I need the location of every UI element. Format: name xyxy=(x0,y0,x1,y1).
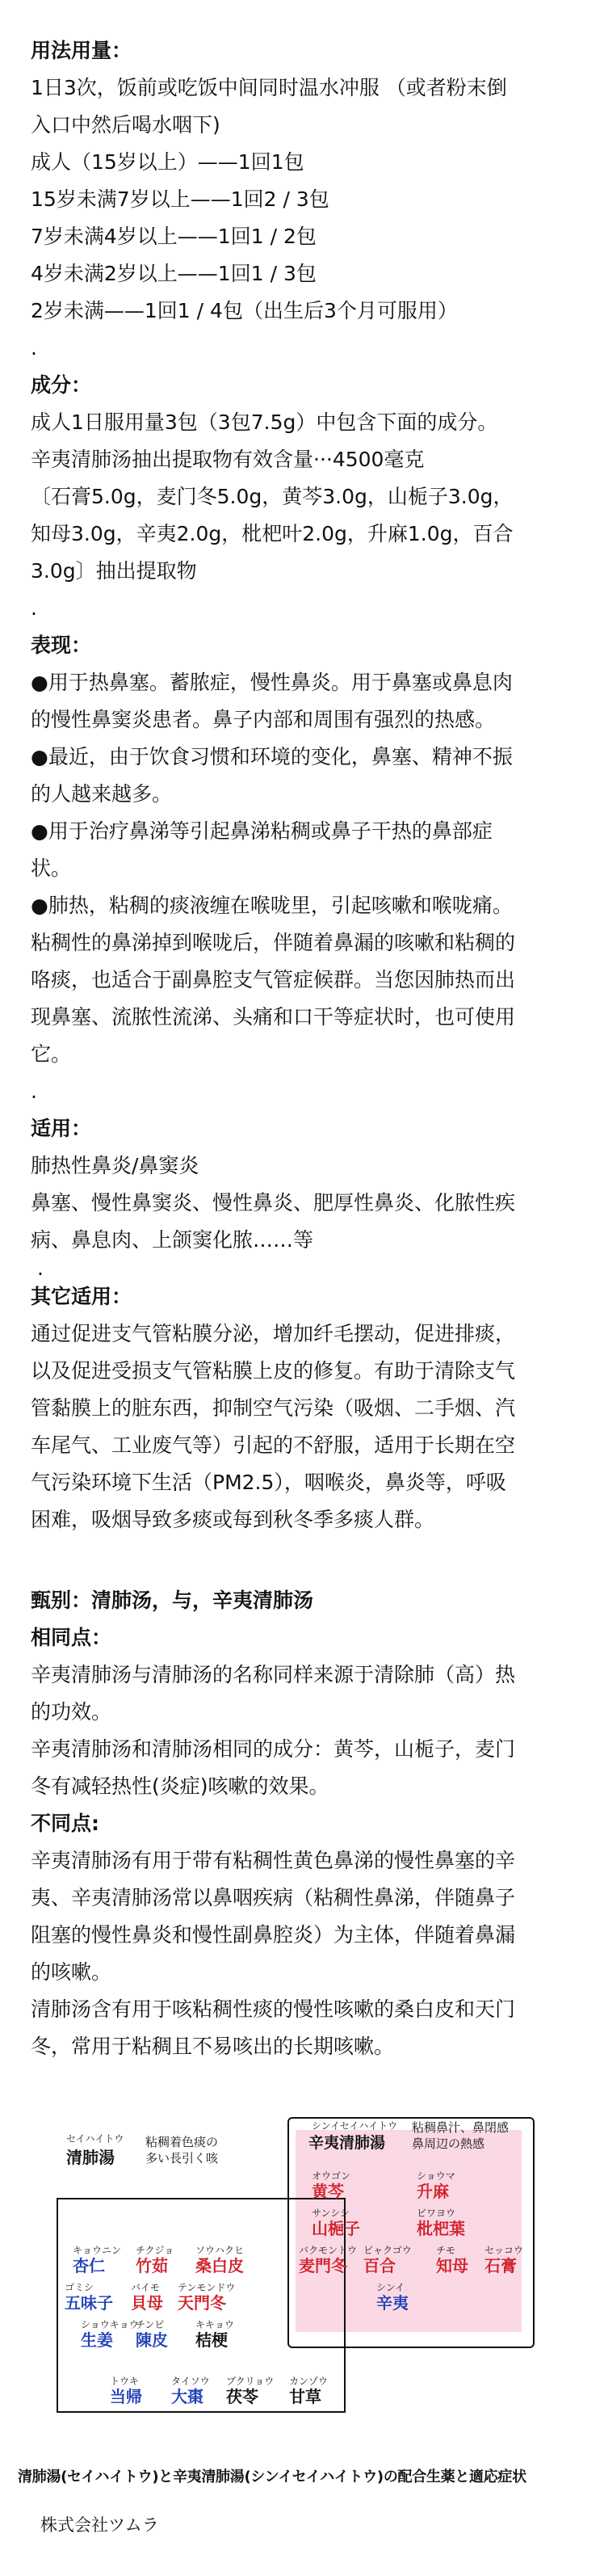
right-desc: 鼻周辺の熱感 xyxy=(412,2136,485,2151)
usage-line: 7岁未满4岁以上——1回1 / 2包 xyxy=(31,225,317,248)
symptoms-heading: 表现： xyxy=(31,633,92,657)
herb-kana: トウキ xyxy=(110,2376,140,2387)
usage-line: 1日3次，饭前或吃饭中间同时温水冲服 （或者粉末倒 xyxy=(31,76,507,99)
herb-kana: バクモントウ xyxy=(299,2245,358,2256)
herb-kana: チモ xyxy=(436,2245,456,2256)
herb-kana: ソウハクヒ xyxy=(195,2245,245,2256)
left-title-kana: セイハイトウ xyxy=(66,2133,124,2145)
left-desc: 多い長引く咳 xyxy=(145,2151,219,2166)
symptoms-line: 的人越来越多。 xyxy=(31,782,173,806)
herb-kana: タイソウ xyxy=(171,2376,210,2387)
left-title: 清肺湯 xyxy=(66,2148,115,2167)
symptoms-line: 粘稠性的鼻涕掉到喉咙后，伴随着鼻漏的咳嗽和粘稠的 xyxy=(31,931,516,954)
herb-kana: テンモンドウ xyxy=(178,2282,236,2293)
herb-name: 枇杷葉 xyxy=(417,2219,465,2238)
herb-name: 麦門冬 xyxy=(299,2256,347,2275)
other-line: 气污染环境下生活（PM2.5），咽喉炎，鼻炎等，呼吸 xyxy=(31,1471,506,1494)
symptoms-line: ●最近，由于饮食习惯和环境的变化，鼻塞、精神不振 xyxy=(31,745,513,768)
herb-diagram xyxy=(57,2117,573,2456)
herb-name: 石膏 xyxy=(484,2256,517,2275)
applicable-line: 鼻塞、慢性鼻窦炎、慢性鼻炎、肥厚性鼻炎、化脓性疾 xyxy=(31,1191,516,1214)
other-line: 通过促进支气管粘膜分泌，增加纤毛摆动，促进排痰， xyxy=(31,1322,516,1345)
diff-line: 冬，常用于粘稠且不易咳出的长期咳嗽。 xyxy=(31,2035,395,2058)
ingredients-line: 〔石膏5.0g，麦门冬5.0g，黄芩3.0g，山栀子3.0g， xyxy=(31,485,514,508)
diagram-decoration xyxy=(57,2117,65,2125)
other-line: 困难，吸烟导致多痰或每到秋冬季多痰人群。 xyxy=(31,1508,435,1531)
herb-kana: ビワヨウ xyxy=(417,2208,456,2219)
left-desc: 粘稠着色痰の xyxy=(145,2135,219,2149)
ingredients-line: 知母3.0g，辛夷2.0g，枇杷叶2.0g，升麻1.0g，百合 xyxy=(31,522,514,545)
same-line: 冬有减轻热性(炎症)咳嗽的效果。 xyxy=(31,1774,329,1798)
diagram-caption: 清肺湯(セイハイトウ)と辛夷清肺湯(シンイセイハイトウ)の配合生薬と適応症状 xyxy=(18,2469,526,2486)
herb-name: 貝母 xyxy=(131,2293,163,2313)
herb-name: 山梔子 xyxy=(312,2219,360,2238)
same-line: 辛夷清肺汤与清肺汤的名称同样来源于清除肺（高）热 xyxy=(31,1663,516,1686)
right-desc: 粘稠鼻汁、鼻閉感 xyxy=(412,2120,510,2135)
herb-name: 生姜 xyxy=(81,2330,113,2350)
other-line: 管黏膜上的脏东西，抑制空气污染（吸烟、二手烟、汽 xyxy=(31,1396,516,1420)
herb-kana: キョウニン xyxy=(73,2245,122,2256)
separator-dot: . xyxy=(31,1080,37,1103)
herb-kana: シンイ xyxy=(376,2282,405,2293)
herb-name: 陳皮 xyxy=(136,2330,168,2350)
diff-line: 清肺汤含有用于咳粘稠性痰的慢性咳嗽的桑白皮和天门 xyxy=(31,1997,516,2021)
compare-heading: 甄别：清肺汤，与，辛夷清肺汤 xyxy=(31,1589,314,1612)
separator-dot: . xyxy=(31,336,37,360)
usage-heading: 用法用量： xyxy=(31,39,132,62)
same-line: 的功效。 xyxy=(31,1700,112,1724)
same-heading: 相同点： xyxy=(31,1626,112,1649)
herb-kana: ビャクゴウ xyxy=(363,2245,412,2256)
ingredients-line: 成人1日服用量3包（3包7.5g）中包含下面的成分。 xyxy=(31,410,498,434)
other-heading: 其它适用： xyxy=(31,1285,132,1308)
herb-kana: ブクリョウ xyxy=(226,2376,275,2387)
herb-name: 五味子 xyxy=(65,2293,113,2313)
symptoms-line: 的慢性鼻窦炎患者。鼻子内部和周围有强烈的热感。 xyxy=(31,708,496,731)
document-body xyxy=(31,32,577,2065)
symptoms-line: 状。 xyxy=(31,857,72,880)
same-line: 辛夷清肺汤和清肺汤相同的成分：黄芩，山栀子，麦门 xyxy=(31,1737,516,1761)
ingredients-line: 3.0g〕抽出提取物 xyxy=(31,559,197,583)
herb-name: 知母 xyxy=(436,2256,468,2275)
separator-dot: . xyxy=(31,596,37,620)
symptoms-line: ●用于热鼻塞。蓄脓症，慢性鼻炎。用于鼻塞或鼻息肉 xyxy=(31,671,513,694)
usage-line: 4岁未满2岁以上——1回1 / 3包 xyxy=(31,262,317,285)
herb-name: 大棗 xyxy=(171,2387,203,2406)
herb-name: 升麻 xyxy=(417,2182,449,2201)
symptoms-line: 咯痰，也适合于副鼻腔支气管症候群。当您因肺热而出 xyxy=(31,968,516,991)
herb-name: 当帰 xyxy=(110,2387,142,2406)
herb-kana: チンピ xyxy=(136,2319,165,2330)
separator-dot: . xyxy=(37,1256,44,1280)
herb-name: 辛夷 xyxy=(376,2293,409,2313)
herb-name: 茯苓 xyxy=(226,2387,258,2406)
other-line: 以及促进受损支气管粘膜上皮的修复。有助于清除支气 xyxy=(31,1359,516,1383)
usage-line: 15岁未满7岁以上——1回2 / 3包 xyxy=(31,187,329,211)
herb-kana: サンシシ xyxy=(312,2208,350,2219)
herb-name: 百合 xyxy=(363,2256,396,2275)
applicable-line: 病、鼻息肉、上颌窦化脓……等 xyxy=(31,1228,314,1252)
herb-kana: ショウキョウ xyxy=(81,2319,139,2330)
other-line: 车尾气、工业废气等）引起的不舒服，适用于长期在空 xyxy=(31,1433,516,1457)
right-title: 辛夷清肺湯 xyxy=(308,2134,386,2152)
herb-kana: ショウマ xyxy=(417,2170,455,2182)
herb-kana: セッコウ xyxy=(484,2245,524,2256)
herb-kana: オウゴン xyxy=(312,2170,351,2182)
diff-line: 阻塞的慢性鼻炎和慢性副鼻腔炎）为主体，伴随着鼻漏 xyxy=(31,1923,516,1947)
herb-name: 甘草 xyxy=(289,2387,321,2406)
usage-line: 成人（15岁以上）——1回1包 xyxy=(31,150,304,174)
herb-name: 天門冬 xyxy=(178,2293,226,2313)
right-title-kana: シンイセイハイトウ xyxy=(312,2120,398,2132)
diff-line: 的咳嗽。 xyxy=(31,1960,112,1984)
company-name: 株式会社ツムラ xyxy=(40,2515,159,2535)
diff-line: 辛夷清肺汤有用于带有粘稠性黄色鼻涕的慢性鼻塞的辛 xyxy=(31,1849,516,1872)
herb-name: 桑白皮 xyxy=(195,2256,244,2275)
herb-kana: チクジョ xyxy=(136,2245,174,2256)
diff-heading: 不同点: xyxy=(31,1812,99,1835)
usage-line: 2岁未满——1回1 / 4包（出生后3个月可服用） xyxy=(31,299,458,322)
herb-kana: バイモ xyxy=(131,2282,161,2293)
herb-name: 竹茹 xyxy=(136,2256,168,2275)
usage-line: 入口中然后喝水咽下) xyxy=(31,113,220,137)
applicable-line: 肺热性鼻炎/鼻窦炎 xyxy=(31,1154,199,1177)
herb-name: 黄芩 xyxy=(312,2182,344,2201)
herb-kana: カンゾウ xyxy=(289,2376,329,2387)
ingredients-line: 辛夷清肺汤抽出提取物有效含量···4500毫克 xyxy=(31,448,425,471)
diff-line: 夷、辛夷清肺汤常以鼻咽疾病（粘稠性鼻涕，伴随鼻子 xyxy=(31,1886,516,1909)
symptoms-line: 现鼻塞、流脓性流涕、头痛和口干等症状时，也可使用 xyxy=(31,1005,516,1029)
herb-name: 桔梗 xyxy=(195,2330,228,2350)
symptoms-line: 它。 xyxy=(31,1042,72,1066)
herb-kana: キキョウ xyxy=(195,2319,235,2330)
herb-kana: ゴミシ xyxy=(65,2282,94,2293)
applicable-heading: 适用： xyxy=(31,1117,92,1140)
symptoms-line: ●用于治疗鼻涕等引起鼻涕粘稠或鼻子干热的鼻部症 xyxy=(31,819,493,843)
herb-name: 杏仁 xyxy=(73,2256,105,2275)
ingredients-heading: 成分： xyxy=(31,373,92,397)
symptoms-line: ●肺热，粘稠的痰液缠在喉咙里，引起咳嗽和喉咙痛。 xyxy=(31,894,513,917)
